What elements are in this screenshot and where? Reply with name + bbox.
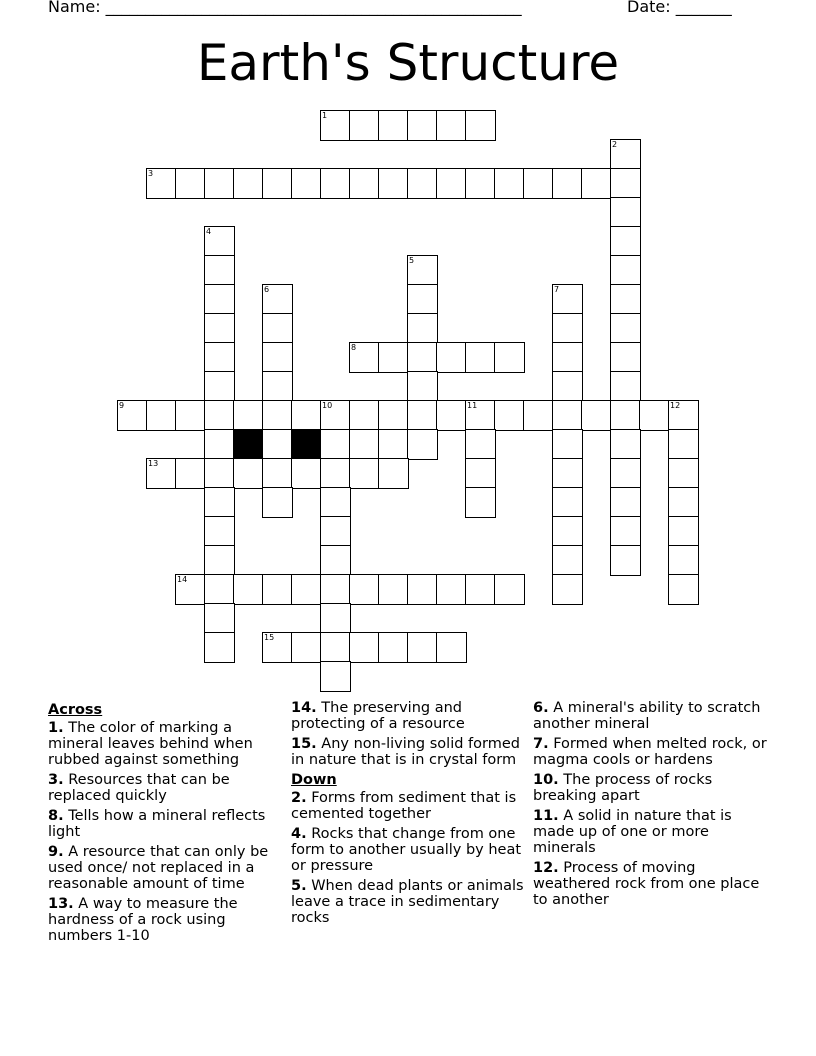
crossword-cell[interactable] [349,110,380,141]
across-clue-list [48,720,284,944]
crossword-cell[interactable] [668,400,699,431]
crossword-cell[interactable] [233,168,264,199]
crossword-cell[interactable] [233,574,264,605]
crossword-cell[interactable] [262,400,293,431]
crossword-cell[interactable] [610,255,641,286]
clue-text: Formed when melted rock, or magma cools or hardens [533,736,767,768]
clue-number: 6 [264,285,270,294]
crossword-cell[interactable] [262,284,293,315]
crossword-cell[interactable] [668,487,699,518]
crossword-cell[interactable] [320,574,351,605]
crossword-cell[interactable] [552,487,583,518]
crossword-cell[interactable] [146,400,177,431]
crossword-cell[interactable] [552,284,583,315]
crossword-cell[interactable] [262,632,293,663]
clue-item [291,826,527,874]
down-clue-list-continued [533,700,769,908]
crossword-cell[interactable] [204,545,235,576]
crossword-cell[interactable] [204,429,235,460]
crossword-cell[interactable] [494,400,525,431]
clue-item [48,844,284,892]
date-field[interactable]: Date: _______ [627,0,732,16]
crossword-cell[interactable] [668,458,699,489]
crossword-cell[interactable] [204,371,235,402]
crossword-cell[interactable] [610,226,641,257]
crossword-cell[interactable] [436,574,467,605]
down-clue-list [291,790,527,926]
clue-text: A solid in nature that is made up of one or more minerals [533,808,732,856]
clue-item [533,772,769,804]
crossword-cell[interactable] [320,400,351,431]
clue-text: Tells how a mineral reflects light [48,808,266,840]
crossword-cell[interactable] [117,400,148,431]
crossword-cell[interactable] [552,545,583,576]
crossword-cell[interactable] [320,429,351,460]
clue-number: 4 [206,227,212,236]
clue-number: 7 [554,285,560,294]
crossword-cell[interactable] [407,342,438,373]
clue-number: 1 [322,111,328,120]
crossword-cell[interactable] [204,168,235,199]
crossword-cell[interactable] [523,400,554,431]
crossword-cell[interactable] [610,284,641,315]
crossword-cell[interactable] [204,284,235,315]
crossword-cell[interactable] [320,110,351,141]
down-heading: Down [291,772,337,788]
crossword-black-cell [233,429,264,460]
crossword-cell[interactable] [262,371,293,402]
clue-text: A resource that can only be used once/ not replaced in a reasonable amount of time [48,844,269,892]
crossword-cell[interactable] [407,110,438,141]
clue-text: A mineral's ability to scratch another mineral [533,700,761,732]
clue-number-label: 9. [48,844,64,860]
clue-number-label: 8. [48,808,64,824]
crossword-cell[interactable] [494,574,525,605]
clues-column-2 [291,700,527,930]
crossword-cell[interactable] [262,574,293,605]
crossword-cell[interactable] [407,574,438,605]
crossword-cell[interactable] [436,342,467,373]
crossword-cell[interactable] [262,313,293,344]
crossword-cell[interactable] [436,400,467,431]
clue-text: Resources that can be replaced quickly [48,772,230,804]
crossword-cell[interactable] [581,400,612,431]
clue-number-label: 13. [48,896,74,912]
crossword-cell[interactable] [436,632,467,663]
crossword-cell[interactable] [668,545,699,576]
across-clue-list-continued [291,700,527,768]
clue-number: 10 [322,401,333,410]
crossword-cell[interactable] [407,284,438,315]
clues-column-3 [533,700,769,912]
crossword-cell[interactable] [204,400,235,431]
crossword-cell[interactable] [349,168,380,199]
clue-number-label: 2. [291,790,307,806]
crossword-cell[interactable] [465,574,496,605]
crossword-cell[interactable] [175,458,206,489]
crossword-cell[interactable] [552,516,583,547]
crossword-cell[interactable] [291,400,322,431]
crossword-cell[interactable] [175,168,206,199]
clue-text: Process of moving weathered rock from one place to another [533,860,760,908]
crossword-cell[interactable] [349,400,380,431]
crossword-cell[interactable] [552,429,583,460]
crossword-cell[interactable] [581,168,612,199]
clue-number-label: 7. [533,736,549,752]
crossword-cell[interactable] [552,342,583,373]
crossword-cell[interactable] [146,458,177,489]
clue-number: 3 [148,169,154,178]
crossword-cell[interactable] [610,371,641,402]
crossword-cell[interactable] [204,313,235,344]
crossword-cell[interactable] [552,313,583,344]
clue-number: 11 [467,401,478,410]
crossword-cell[interactable] [465,429,496,460]
name-field[interactable]: Name: ____________________________________________________ [48,0,522,16]
clue-text: Rocks that change from one form to another usually by heat or pressure [291,826,522,874]
clue-number-label: 12. [533,860,559,876]
crossword-black-cell [291,429,322,460]
crossword-cell[interactable] [610,458,641,489]
clue-number: 5 [409,256,415,265]
crossword-cell[interactable] [204,632,235,663]
crossword-cell[interactable] [610,139,641,170]
crossword-cell[interactable] [668,429,699,460]
crossword-cell[interactable] [378,632,409,663]
crossword-cell[interactable] [378,458,409,489]
crossword-cell[interactable] [639,400,670,431]
clue-number-label: 5. [291,878,307,894]
crossword-cell[interactable] [610,342,641,373]
crossword-cell[interactable] [320,603,351,634]
clue-number: 8 [351,343,357,352]
clue-number-label: 10. [533,772,559,788]
crossword-cell[interactable] [320,458,351,489]
clue-text: Any non-living solid formed in nature that is in crystal form [291,736,520,768]
clue-text: A way to measure the hardness of a rock using numbers 1-10 [48,896,238,944]
clue-number-label: 11. [533,808,559,824]
clue-number-label: 4. [291,826,307,842]
crossword-cell[interactable] [436,168,467,199]
crossword-cell[interactable] [610,400,641,431]
clue-item [48,720,284,768]
clue-number: 14 [177,575,188,584]
crossword-cell[interactable] [204,226,235,257]
crossword-cell[interactable] [610,516,641,547]
crossword-cell[interactable] [204,458,235,489]
clue-number-label: 15. [291,736,317,752]
crossword-cell[interactable] [262,429,293,460]
crossword-cell[interactable] [378,400,409,431]
crossword-cell[interactable] [494,342,525,373]
crossword-cell[interactable] [146,168,177,199]
crossword-cell[interactable] [378,429,409,460]
crossword-cell[interactable] [320,661,351,692]
clue-item [291,790,527,822]
crossword-cell[interactable] [668,516,699,547]
crossword-cell[interactable] [378,342,409,373]
clue-item [291,700,527,732]
clue-item [48,896,284,944]
clue-number-label: 14. [291,700,317,716]
crossword-cell[interactable] [349,632,380,663]
crossword-cell[interactable] [262,487,293,518]
crossword-cell[interactable] [378,574,409,605]
clues-column-1 [48,700,284,948]
crossword-cell[interactable] [349,574,380,605]
crossword-cell[interactable] [204,487,235,518]
crossword-cell[interactable] [465,168,496,199]
crossword-cell[interactable] [349,458,380,489]
crossword-cell[interactable] [204,255,235,286]
clue-item [48,808,284,840]
crossword-cell[interactable] [320,516,351,547]
crossword-cell[interactable] [349,342,380,373]
crossword-cell[interactable] [552,400,583,431]
crossword-cell[interactable] [465,400,496,431]
clue-item [533,808,769,856]
crossword-cell[interactable] [233,400,264,431]
crossword-cell[interactable] [291,632,322,663]
crossword-cell[interactable] [552,371,583,402]
crossword-cell[interactable] [465,110,496,141]
crossword-cell[interactable] [378,168,409,199]
crossword-cell[interactable] [552,458,583,489]
clue-number-label: 1. [48,720,64,736]
crossword-cell[interactable] [407,255,438,286]
crossword-cell[interactable] [407,313,438,344]
crossword-cell[interactable] [233,458,264,489]
crossword-cell[interactable] [378,110,409,141]
crossword-cell[interactable] [407,632,438,663]
crossword-cell[interactable] [262,342,293,373]
crossword-cell[interactable] [610,487,641,518]
crossword-cell[interactable] [204,603,235,634]
clue-item [291,736,527,768]
crossword-cell[interactable] [610,313,641,344]
crossword-cell[interactable] [668,574,699,605]
clue-item [533,700,769,732]
clue-text: Forms from sediment that is cemented together [291,790,517,822]
crossword-cell[interactable] [465,487,496,518]
crossword-cell[interactable] [407,400,438,431]
crossword-cell[interactable] [552,574,583,605]
crossword-cell[interactable] [320,487,351,518]
across-heading: Across [48,702,103,718]
crossword-cell[interactable] [204,574,235,605]
crossword-cell[interactable] [204,342,235,373]
crossword-cell[interactable] [291,574,322,605]
crossword-cell[interactable] [610,545,641,576]
crossword-cell[interactable] [262,458,293,489]
clue-text: The color of marking a mineral leaves behind when rubbed against something [48,720,253,768]
clue-number: 13 [148,459,159,468]
crossword-cell[interactable] [349,429,380,460]
crossword-cell[interactable] [610,168,641,199]
clue-text: The preserving and protecting of a resource [291,700,465,732]
crossword-cell[interactable] [407,371,438,402]
crossword-cell[interactable] [465,458,496,489]
crossword-cell[interactable] [523,168,554,199]
clue-item [291,878,527,926]
crossword-cell[interactable] [465,342,496,373]
clue-number-label: 6. [533,700,549,716]
crossword-cell[interactable] [175,574,206,605]
clue-item [533,860,769,908]
crossword-cell[interactable] [610,197,641,228]
crossword-cell[interactable] [494,168,525,199]
clue-text: The process of rocks breaking apart [533,772,713,804]
crossword-cell[interactable] [320,168,351,199]
page-title: Earth's Structure [196,34,620,92]
crossword-cell[interactable] [262,168,293,199]
crossword-cell[interactable] [610,429,641,460]
crossword-cell[interactable] [407,168,438,199]
crossword-cell[interactable] [552,168,583,199]
crossword-cell[interactable] [204,516,235,547]
crossword-cell[interactable] [291,458,322,489]
clue-item [533,736,769,768]
crossword-cell[interactable] [436,110,467,141]
clue-item [48,772,284,804]
clue-number: 15 [264,633,275,642]
clue-text: When dead plants or animals leave a trace in sedimentary rocks [291,878,524,926]
crossword-cell[interactable] [291,168,322,199]
crossword-cell[interactable] [175,400,206,431]
crossword-cell[interactable] [407,429,438,460]
clue-number: 9 [119,401,125,410]
clue-number: 2 [612,140,618,149]
crossword-cell[interactable] [320,545,351,576]
crossword-cell[interactable] [320,632,351,663]
clue-number: 12 [670,401,681,410]
clue-number-label: 3. [48,772,64,788]
